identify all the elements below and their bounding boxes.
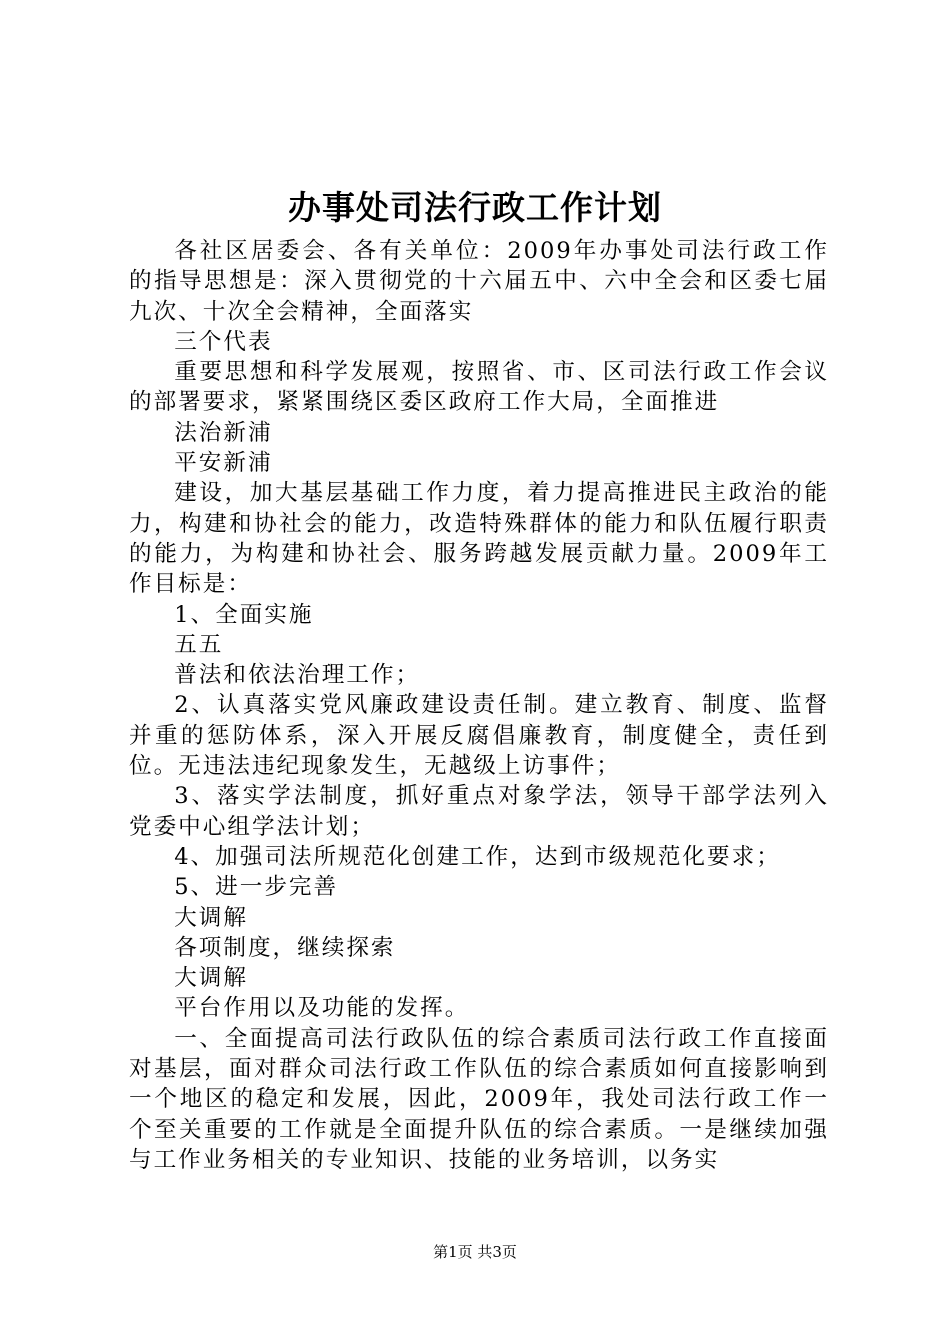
paragraph: 一、全面提高司法行政队伍的综合素质司法行政工作直接面对基层，面对群众司法行政工作队伍的综合素质如何直接影响到一个地区的稳定和发展，因此，2009年，我处司法行政工作一个至关重要的工作就是全面提升队伍的综合素质。一是继续加强与工作业务相关的专业知识、技能的业务培训，以务实	[129, 1025, 829, 1173]
paragraph: 法治新浦	[174, 419, 273, 446]
paragraph: 五五	[174, 631, 224, 658]
paragraph: 平台作用以及功能的发挥。	[174, 995, 470, 1022]
paragraph: 三个代表	[174, 328, 273, 355]
page-footer: 第1页 共3页	[433, 1243, 517, 1261]
document-body	[129, 236, 829, 1175]
paragraph: 1、全面实施	[174, 601, 314, 628]
paragraph: 各项制度，继续探索	[174, 934, 396, 961]
paragraph: 3、落实学法制度，抓好重点对象学法，领导干部学法列入党委中心组学法计划；	[129, 783, 829, 840]
paragraph: 大调解	[174, 965, 248, 992]
paragraph: 平安新浦	[174, 450, 273, 477]
document-title: 办事处司法行政工作计划	[288, 188, 662, 227]
paragraph: 建设，加大基层基础工作力度，着力提高推进民主政治的能力，构建和协社会的能力，改造特殊群体的能力和队伍履行职责的能力，为构建和协社会、服务跨越发展贡献力量。2009年工作目标是：	[129, 480, 829, 598]
paragraph: 大调解	[174, 904, 248, 931]
paragraph: 各社区居委会、各有关单位：2009年办事处司法行政工作的指导思想是：深入贯彻党的十六届五中、六中全会和区委七届九次、十次全会精神，全面落实	[129, 238, 829, 325]
paragraph: 普法和依法治理工作；	[174, 662, 421, 689]
paragraph: 2、认真落实党风廉政建设责任制。建立教育、制度、监督并重的惩防体系，深入开展反腐倡廉教育，制度健全，责任到位。无违法违纪现象发生，无越级上访事件；	[129, 692, 829, 780]
paragraph: 4、加强司法所规范化创建工作，达到市级规范化要求；	[174, 843, 781, 870]
paragraph: 5、进一步完善	[174, 874, 339, 901]
paragraph: 重要思想和科学发展观，按照省、市、区司法行政工作会议的部署要求，紧紧围绕区委区政府工作大局，全面推进	[129, 359, 829, 416]
